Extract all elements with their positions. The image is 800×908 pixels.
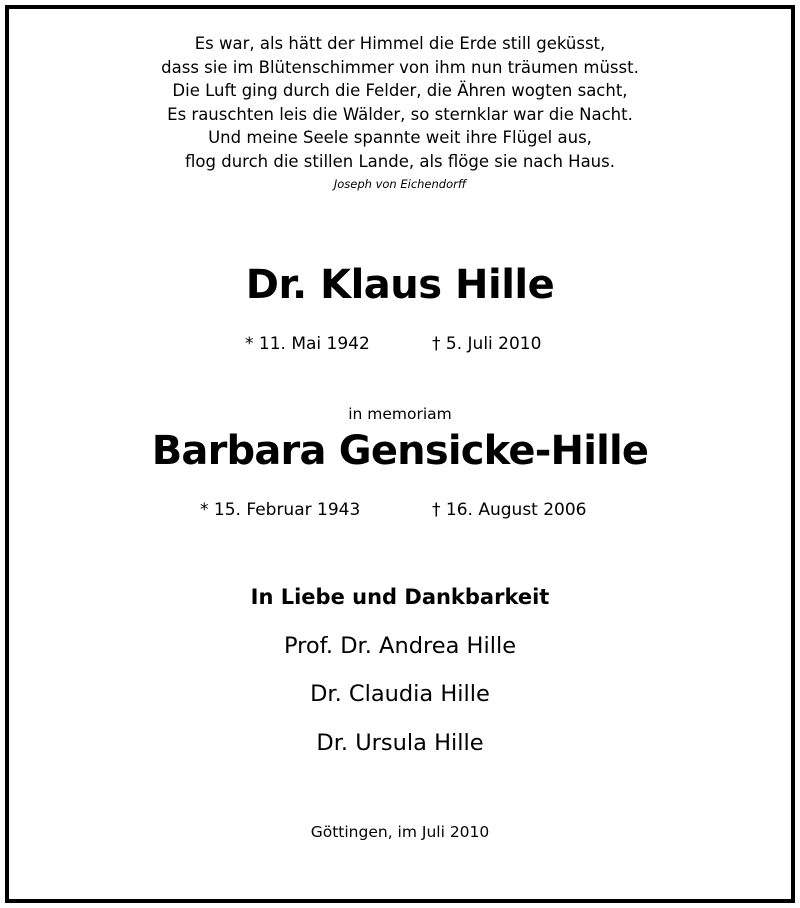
poem-line: dass sie im Blütenschimmer von ihm nun träumen müsst. [161,57,639,77]
mourner-name: Dr. Claudia Hille [310,681,490,707]
poem-author: Joseph von Eichendorff [333,177,467,191]
in-memoriam-label: in memoriam [348,405,452,423]
poem-line: flog durch die stillen Lande, als flöge sie nach Haus. [185,151,615,171]
birth-date-2: * 15. Februar 1943 [200,500,361,520]
poem-line: Und meine Seele spannte weit ihre Flügel aus, [208,128,592,147]
death-date-2: † 16. August 2006 [432,500,587,520]
poem-line: Es rauschten leis die Wälder, so sternklar war die Nacht. [167,104,633,124]
deceased-name-2: Barbara Gensicke-Hille [151,428,649,474]
closing-thanks: In Liebe und Dankbarkeit [250,585,550,609]
death-date-1: † 5. Juli 2010 [432,334,542,354]
poem-line: Es war, als hätt der Himmel die Erde still geküsst, [194,34,606,53]
birth-date-1: * 11. Mai 1942 [245,334,370,354]
poem [0,32,800,173]
mourner-name: Dr. Ursula Hille [316,730,484,756]
place-date: Göttingen, im Juli 2010 [310,823,490,841]
deceased-name-1: Dr. Klaus Hille [245,262,555,308]
poem-line: Die Luft ging durch die Felder, die Ähren wogten sacht, [172,81,628,100]
mourner-name: Prof. Dr. Andrea Hille [283,633,517,659]
